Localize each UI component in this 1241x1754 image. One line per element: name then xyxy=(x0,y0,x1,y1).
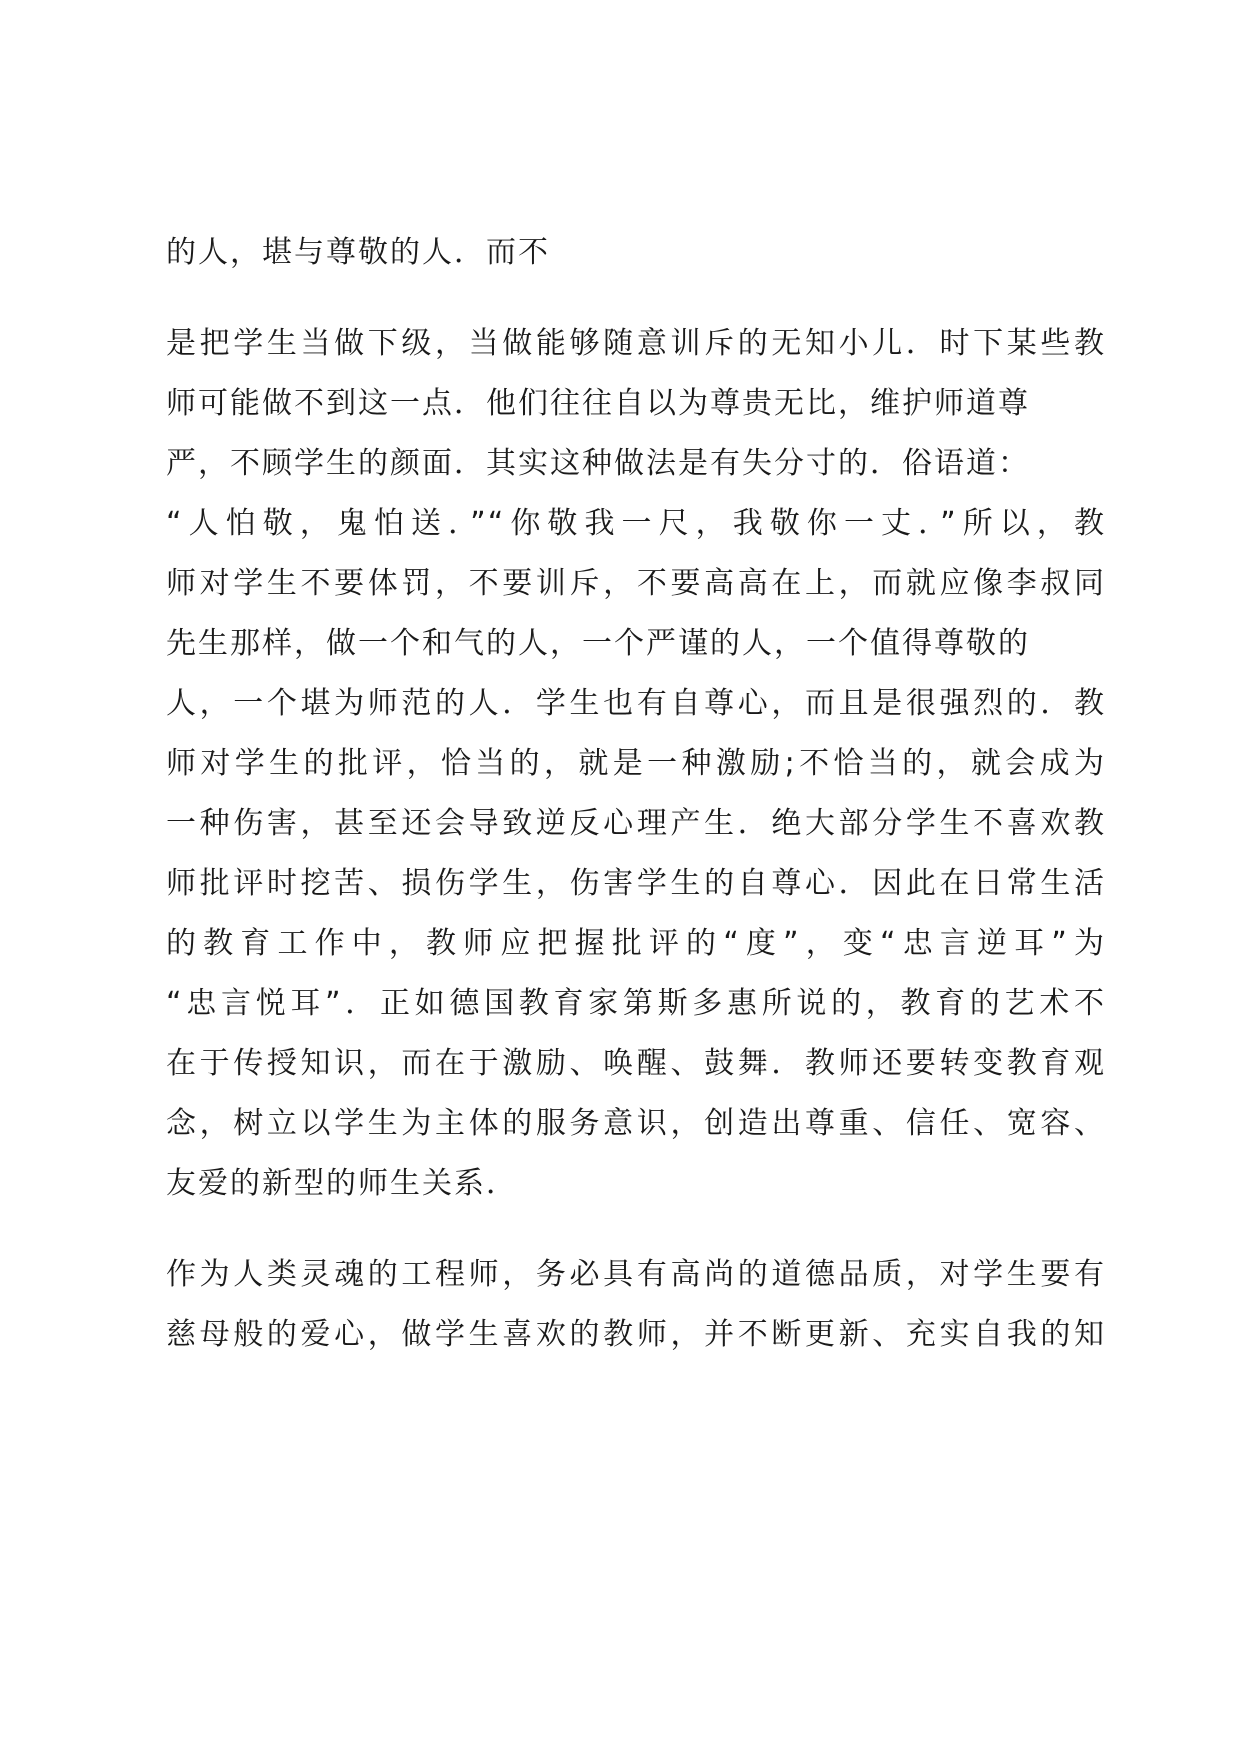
paragraph-2-line-11: 的教育工作中，教师应把握批评的“度”，变“忠言逆耳”为 xyxy=(166,926,1106,961)
paragraph-2-line-5: 师对学生不要体罚，不要训斥，不要高高在上，而就应像李叔同 xyxy=(166,566,1106,601)
paragraph-2-line-8: 师对学生的批评，恰当的，就是一种激励;不恰当的，就会成为 xyxy=(166,746,1106,781)
paragraph-2-line-2: 师可能做不到这一点．他们往往自以为尊贵无比，维护师道尊 xyxy=(166,386,1030,421)
paragraph-2-line-15: 友爱的新型的师生关系． xyxy=(166,1166,518,1201)
paragraph-2-line-1: 是把学生当做下级，当做能够随意训斥的无知小儿．时下某些教 xyxy=(166,326,1106,361)
paragraph-2-line-12: “忠言悦耳”．正如德国教育家第斯多惠所说的，教育的艺术不 xyxy=(166,986,1106,1021)
paragraph-3-line-2: 慈母般的爱心，做学生喜欢的教师，并不断更新、充实自我的知 xyxy=(166,1317,1106,1352)
paragraph-2-line-4: “人怕敬，鬼怕送．”“你敬我一尺，我敬你一丈．”所以，教 xyxy=(166,506,1106,541)
paragraph-2-line-9: 一种伤害，甚至还会导致逆反心理产生．绝大部分学生不喜欢教 xyxy=(166,806,1106,841)
paragraph-2-line-7: 人，一个堪为师范的人．学生也有自尊心，而且是很强烈的．教 xyxy=(166,686,1106,721)
paragraph-1-line-1: 的人，堪与尊敬的人．而不 xyxy=(166,235,550,270)
paragraph-2-line-10: 师批评时挖苦、损伤学生，伤害学生的自尊心．因此在日常生活 xyxy=(166,866,1106,901)
paragraph-2-line-13: 在于传授知识，而在于激励、唤醒、鼓舞．教师还要转变教育观 xyxy=(166,1046,1106,1081)
paragraph-3-line-1: 作为人类灵魂的工程师，务必具有高尚的道德品质，对学生要有 xyxy=(166,1257,1106,1292)
paragraph-2-line-3: 严，不顾学生的颜面．其实这种做法是有失分寸的．俗语道： xyxy=(166,446,1030,481)
paragraph-2-line-14: 念，树立以学生为主体的服务意识，创造出尊重、信任、宽容、 xyxy=(166,1106,1106,1141)
paragraph-2-line-6: 先生那样，做一个和气的人，一个严谨的人，一个值得尊敬的 xyxy=(166,626,1030,661)
